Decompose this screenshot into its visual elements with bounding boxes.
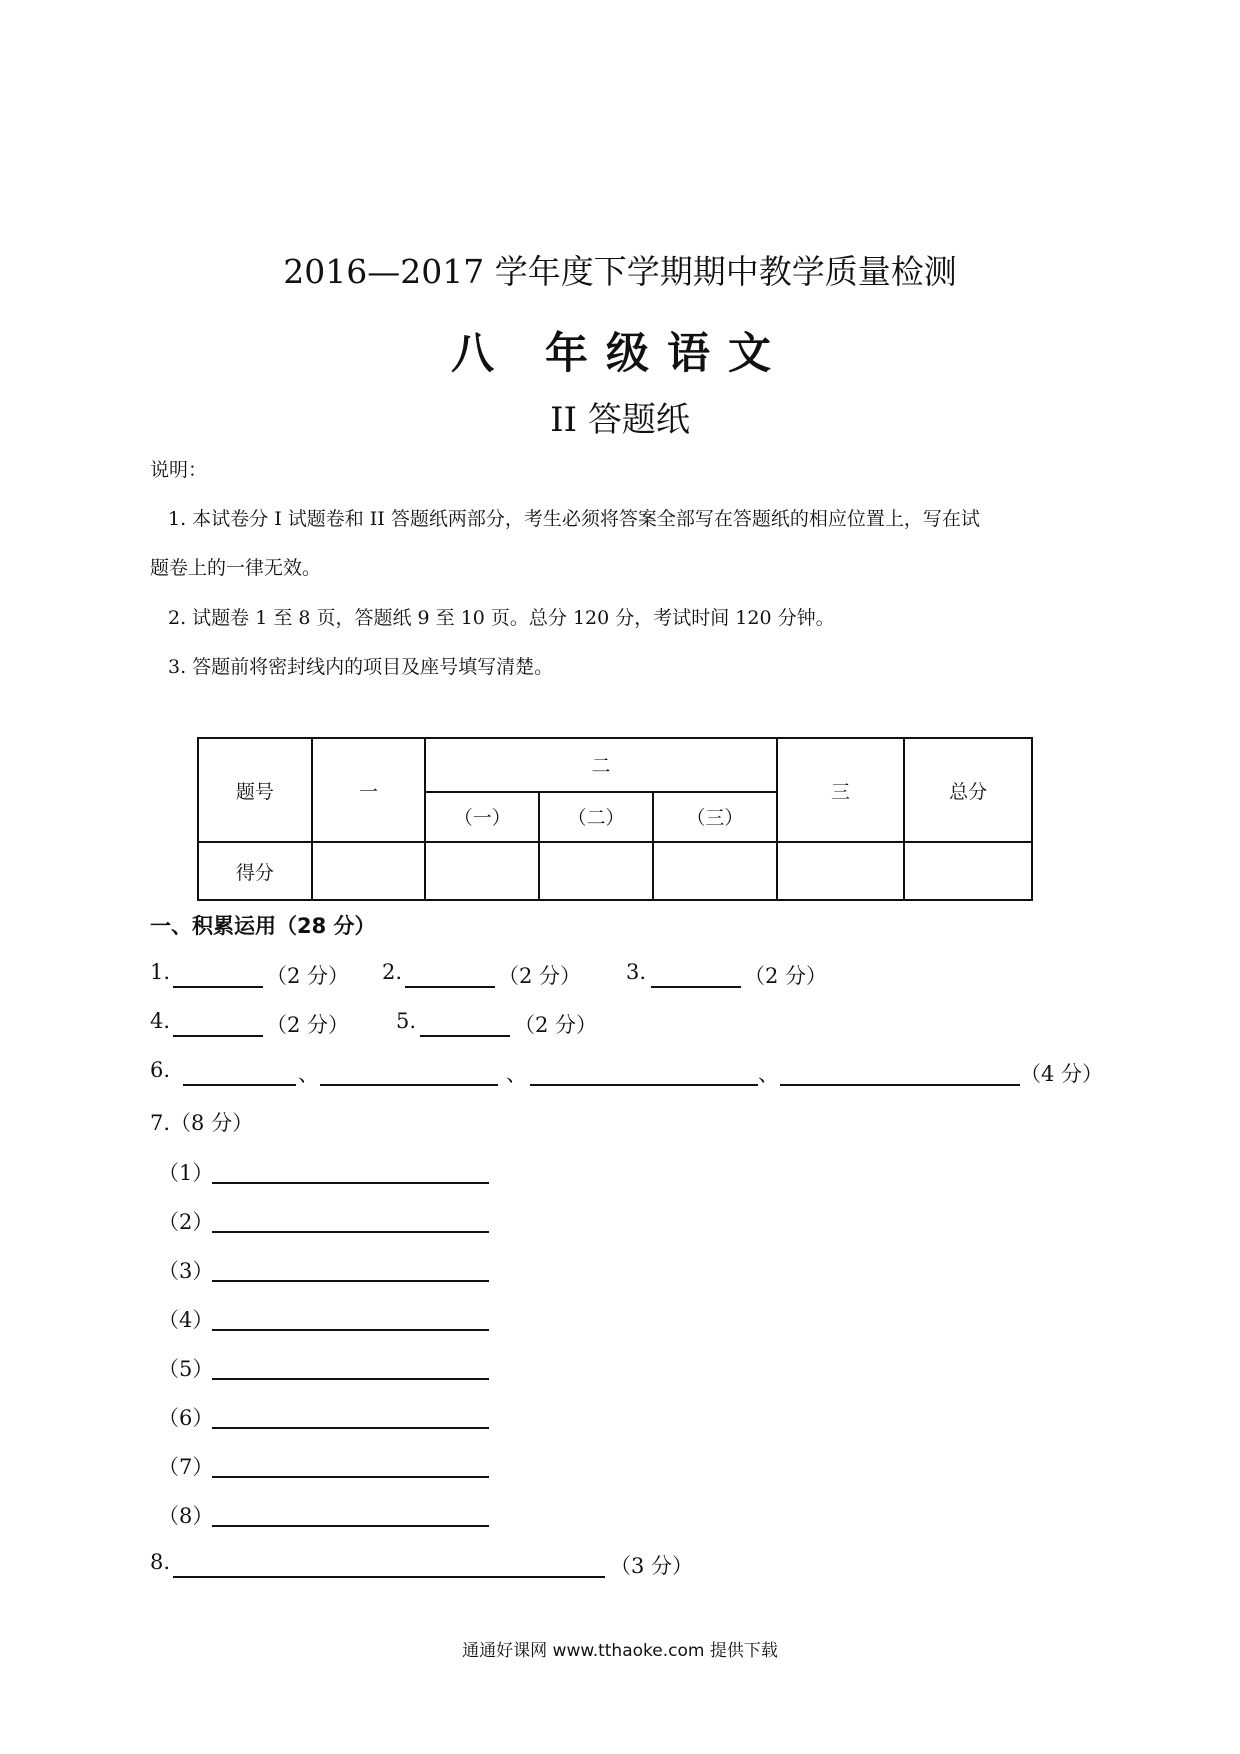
- q7-item-7-label: （7）: [158, 1455, 214, 1479]
- section-two-part-three: （三）: [653, 792, 777, 843]
- q4-answer-line[interactable]: [173, 1035, 263, 1037]
- score-cell-one[interactable]: [312, 842, 426, 900]
- part-title: II 答题纸: [550, 400, 690, 440]
- q3-points: （2 分）: [744, 964, 828, 988]
- score-cell-two-1[interactable]: [425, 842, 539, 900]
- q7-item-7-line[interactable]: [212, 1476, 489, 1478]
- section-one-heading: 一、积累运用（28 分）: [150, 914, 376, 938]
- q6-answer-line-3[interactable]: [530, 1084, 758, 1086]
- section-one-header: 一: [312, 738, 426, 842]
- q2-label: 2.: [382, 960, 403, 984]
- score-cell-two-2[interactable]: [539, 842, 653, 900]
- q6-separator-1: 、: [298, 1062, 319, 1086]
- instruction-3: 3. 答题前将密封线内的项目及座号填写清楚。: [168, 656, 554, 678]
- section-three-header: 三: [777, 738, 905, 842]
- q7-label: 7.（8 分）: [150, 1111, 254, 1135]
- q7-item-5-line[interactable]: [212, 1378, 489, 1380]
- q4-label: 4.: [150, 1009, 171, 1033]
- section-two-part-two: （二）: [539, 792, 653, 843]
- q7-item-3-label: （3）: [158, 1259, 214, 1283]
- q8-label: 8.: [150, 1550, 171, 1574]
- total-header: 总分: [904, 738, 1032, 842]
- q3-label: 3.: [626, 960, 647, 984]
- q6-label: 6.: [150, 1058, 171, 1082]
- q7-item-6-line[interactable]: [212, 1427, 489, 1429]
- q2-answer-line[interactable]: [405, 986, 495, 988]
- q6-answer-line-1[interactable]: [183, 1084, 296, 1086]
- score-cell-two-3[interactable]: [653, 842, 777, 900]
- question-number-label: 题号: [198, 738, 312, 842]
- q7-item-5-label: （5）: [158, 1357, 214, 1381]
- q1-label: 1.: [150, 960, 171, 984]
- score-cell-three[interactable]: [777, 842, 905, 900]
- q7-item-4-label: （4）: [158, 1308, 214, 1332]
- q7-item-1-label: （1）: [158, 1161, 214, 1185]
- q7-item-2-line[interactable]: [212, 1231, 489, 1233]
- q3-answer-line[interactable]: [651, 986, 741, 988]
- section-two-header: 二: [425, 738, 776, 792]
- q6-answer-line-4[interactable]: [780, 1084, 1020, 1086]
- instructions-heading: 说明：: [150, 459, 208, 481]
- exam-title: 2016—2017 学年度下学期期中教学质量检测: [283, 252, 957, 291]
- instruction-1-line-1: 1. 本试卷分 I 试题卷和 II 答题纸两部分，考生必须将答案全部写在答题纸的相应位置上，写在试: [168, 508, 980, 530]
- q8-answer-line[interactable]: [173, 1576, 605, 1578]
- score-table: [197, 737, 1033, 901]
- subject-title: 八 年级语文: [451, 329, 789, 379]
- q6-points: （4 分）: [1020, 1062, 1104, 1086]
- q2-points: （2 分）: [498, 964, 582, 988]
- q7-item-6-label: （6）: [158, 1406, 214, 1430]
- section-two-part-one: （一）: [425, 792, 539, 843]
- q5-points: （2 分）: [514, 1013, 598, 1037]
- score-cell-total[interactable]: [904, 842, 1032, 900]
- instruction-1-line-2: 题卷上的一律无效。: [150, 557, 322, 579]
- q7-item-8-label: （8）: [158, 1504, 214, 1528]
- q6-separator-3: 、: [758, 1062, 779, 1086]
- q1-answer-line[interactable]: [173, 986, 263, 988]
- q5-answer-line[interactable]: [420, 1035, 510, 1037]
- q6-separator-2: 、: [506, 1062, 527, 1086]
- q1-points: （2 分）: [266, 964, 350, 988]
- q5-label: 5.: [396, 1009, 417, 1033]
- q7-item-2-label: （2）: [158, 1210, 214, 1234]
- q7-item-8-line[interactable]: [212, 1525, 489, 1527]
- score-label: 得分: [198, 842, 312, 900]
- q7-item-1-line[interactable]: [212, 1182, 489, 1184]
- q4-points: （2 分）: [266, 1013, 350, 1037]
- footer-text: 通通好课网 www.tthaoke.com 提供下载: [462, 1641, 778, 1661]
- q8-points: （3 分）: [610, 1554, 694, 1578]
- q6-answer-line-2[interactable]: [320, 1084, 498, 1086]
- instruction-2: 2. 试题卷 1 至 8 页，答题纸 9 至 10 页。总分 120 分，考试时间 120 分钟。: [168, 607, 835, 629]
- q7-item-3-line[interactable]: [212, 1280, 489, 1282]
- q7-item-4-line[interactable]: [212, 1329, 489, 1331]
